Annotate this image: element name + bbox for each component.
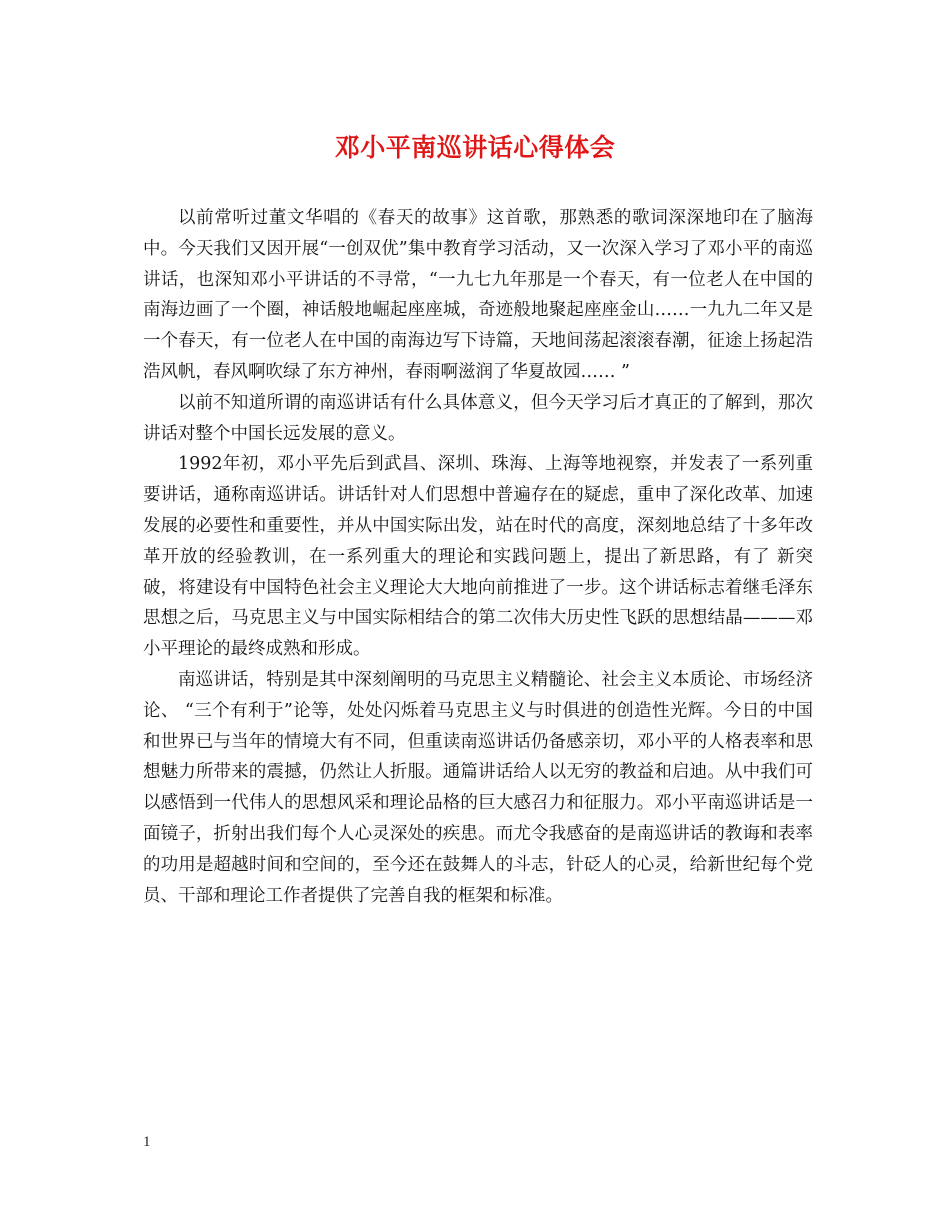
- page-number: 1: [143, 1134, 151, 1150]
- paragraph-3: 1992年初，邓小平先后到武昌、深圳、珠海、上海等地视察，并发表了一系列重要讲话，通称南巡讲话。讲话针对人们思想中普遍存在的疑虑，重申了深化改革、加速发展的必要性和重要性，并从中国实际出发，站在时代的高度，深刻地总结了十多年改革开放的经验教训，在一系列重大的理论和实践问题上，提出了新思路，有了 新突破，将建设有中国特色社会主义理论大大地向前推进了一步。这个讲话标志着继毛泽东思想之后，马克思主义与中国实际相结合的第二次伟大历史性飞跃的思想结晶———邓小平理论的最终成熟和形成。: [143, 454, 813, 660]
- paragraph-2: 以前不知道所谓的南巡讲话有什么具体意义，但今天学习后才真正的了解到，那次讲话对整个中国长远发展的意义。: [143, 392, 813, 444]
- paragraph-4: 南巡讲话，特别是其中深刻阐明的马克思主义精髓论、社会主义本质论、市场经济论、 “三个有利于”论等，处处闪烁着马克思主义与时俱进的创造性光辉。今日的中国和世界已与当年的情境大有不同，但重读南巡讲话仍备感亲切，邓小平的人格表率和思想魅力所带来的震撼，仍然让人折服。通篇讲话给人以无穷的教益和启迪。从中我们可以感悟到一代伟人的思想风采和理论品格的巨大感召力和征服力。邓小平南巡讲话是一面镜子，折射出我们每个人心灵深处的疾患。而尤令我感奋的是南巡讲话的教诲和表率的功用是超越时间和空间的，至今还在鼓舞人的斗志，针砭人的心灵，给新世纪每个党员、干部和理论工作者提供了完善自我的框架和标准。: [143, 669, 813, 906]
- document-body: [143, 203, 813, 911]
- document-title: 邓小平南巡讲话心得体会: [334, 133, 616, 162]
- paragraph-1: 以前常听过董文华唱的《春天的故事》这首歌，那熟悉的歌词深深地印在了脑海中。今天我们又因开展“一创双优”集中教育学习活动，又一次深入学习了邓小平的南巡讲话，也深知邓小平讲话的不寻常，“一九七九年那是一个春天，有一位老人在中国的南海边画了一个圈，神话般地崛起座座城，奇迹般地聚起座座金山……一九九二年又是一个春天，有一位老人在中国的南海边写下诗篇，天地间荡起滚滚春潮，征途上扬起浩浩风帆，春风啊吹绿了东方神州，春雨啊滋润了华夏故园…… ”: [143, 208, 813, 382]
